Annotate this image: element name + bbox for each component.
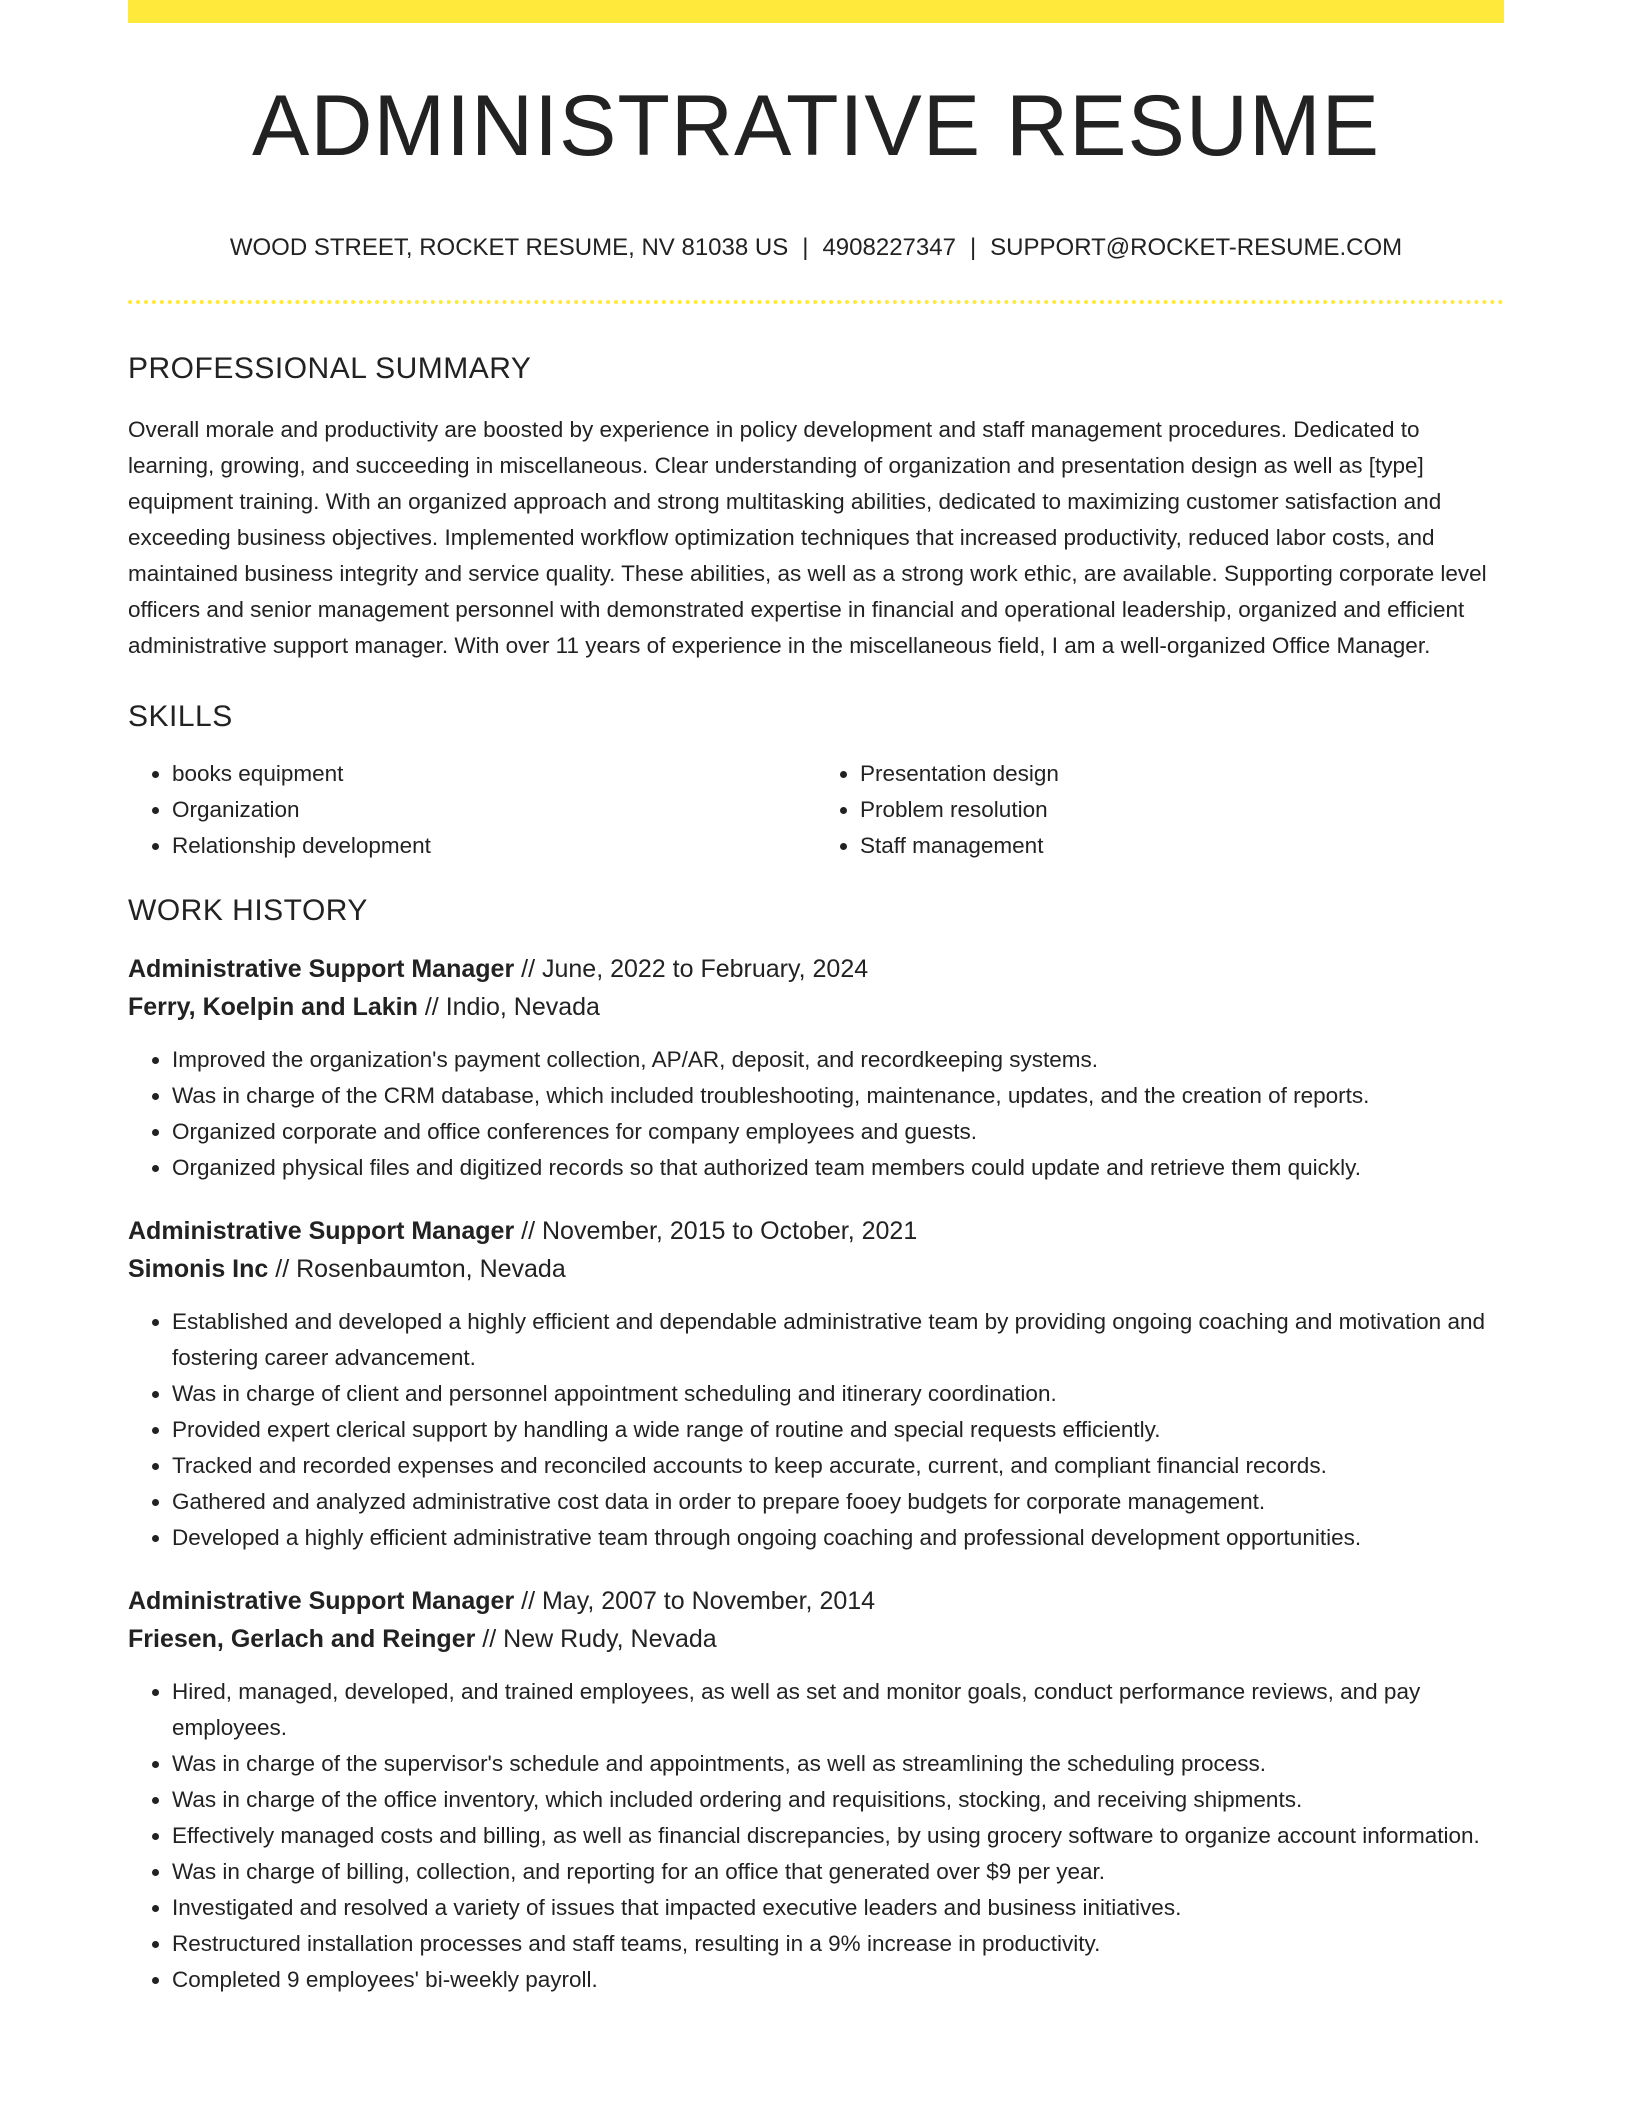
skills-section — [128, 700, 1504, 864]
skills-right-column — [816, 756, 1504, 864]
job-bullet-list — [128, 1674, 1504, 1998]
job-company-line — [128, 1620, 1504, 1658]
job-title-line — [128, 950, 1504, 988]
job-bullet: • Effectively managed costs and billing, as well as financial discrepancies, by using grocery software to organize account information. — [172, 1818, 1504, 1854]
work-history-section — [128, 894, 1504, 1998]
job-bullet: • Was in charge of the CRM database, which included troubleshooting, maintenance, updates, and the creation of reports. — [172, 1078, 1504, 1114]
summary-section — [128, 352, 1504, 664]
job-bullet: • Tracked and recorded expenses and reconciled accounts to keep accurate, current, and compliant financial records. — [172, 1448, 1504, 1484]
job-company: Ferry, Koelpin and Lakin — [128, 993, 418, 1022]
contact-line — [128, 234, 1504, 263]
job-bullet-list — [128, 1304, 1504, 1556]
work-history-heading: WORK HISTORY — [128, 894, 368, 928]
job-location: New Rudy, Nevada — [503, 1625, 717, 1654]
skill-item: • books equipment — [172, 756, 816, 792]
job-divider: // — [521, 1587, 536, 1616]
job-dates: May, 2007 to November, 2014 — [541, 1587, 876, 1616]
job-company: Simonis Inc — [128, 1255, 269, 1284]
job-bullet: • Improved the organization's payment collection, AP/AR, deposit, and recordkeeping systems. — [172, 1042, 1504, 1078]
job-company: Friesen, Gerlach and Reinger — [128, 1625, 476, 1654]
job-entry — [128, 1212, 1504, 1556]
job-bullet: • Organized physical files and digitized records so that authorized team members could update and retrieve them quickly. — [172, 1150, 1504, 1186]
job-bullet: • Was in charge of the supervisor's schedule and appointments, as well as streamlining the scheduling process. — [172, 1746, 1504, 1782]
contact-separator: | — [969, 233, 977, 261]
job-dates: November, 2015 to October, 2021 — [541, 1217, 918, 1246]
job-bullet: • Completed 9 employees' bi-weekly payroll. — [172, 1962, 1504, 1998]
job-bullet: • Established and developed a highly efficient and dependable administrative team by providing ongoing coaching and motivation and fostering career advancement. — [172, 1304, 1504, 1376]
job-bullet: • Investigated and resolved a variety of issues that impacted executive leaders and business initiatives. — [172, 1890, 1504, 1926]
job-bullet: • Was in charge of client and personnel appointment scheduling and itinerary coordination. — [172, 1376, 1504, 1412]
job-dates: June, 2022 to February, 2024 — [541, 955, 869, 984]
job-divider: // — [521, 1217, 536, 1246]
job-title-line — [128, 1582, 1504, 1620]
contact-separator: | — [802, 233, 809, 261]
skill-item: • Relationship development — [172, 828, 816, 864]
job-title-line — [128, 1212, 1504, 1250]
job-bullet: • Provided expert clerical support by handling a wide range of routine and special requests efficiently. — [172, 1412, 1504, 1448]
contact-address: WOOD STREET, ROCKET RESUME, NV 81038 US — [229, 233, 789, 261]
job-company-line — [128, 1250, 1504, 1288]
accent-top-bar — [128, 0, 1504, 23]
job-entry — [128, 950, 1504, 1186]
contact-phone: 4908227347 — [822, 233, 956, 261]
job-bullet: • Was in charge of the office inventory, which included ordering and requisitions, stocking, and receiving shipments. — [172, 1782, 1504, 1818]
job-title: Administrative Support Manager — [128, 1217, 515, 1246]
job-bullet-list — [128, 1042, 1504, 1186]
summary-text: Overall morale and productivity are boosted by experience in policy development and staff management procedures. Dedicated to learning, growing, and succeeding in miscellaneous. Clear understanding of organization and presentation design as well as [type] equipment training. With an organized approach and strong multitasking abilities, dedicated to maximizing customer satisfaction and exceeding business objectives. Implemented workflow optimization techniques that increased productivity, reduced labor costs, and maintained business integrity and service quality. These abilities, as well as a strong work ethic, are available. Supporting corporate level officers and senior management personnel with demonstrated expertise in financial and operational leadership, organized and efficient administrative support manager. With over 11 years of experience in the miscellaneous field, I am a well-organized Office Manager. — [128, 417, 1487, 659]
job-divider: // — [275, 1255, 290, 1284]
job-title: Administrative Support Manager — [128, 955, 515, 984]
summary-heading: PROFESSIONAL SUMMARY — [128, 352, 532, 386]
job-location: Indio, Nevada — [445, 993, 600, 1022]
skills-left-column — [128, 756, 816, 864]
job-bullet: • Organized corporate and office conferences for company employees and guests. — [172, 1114, 1504, 1150]
dotted-divider — [128, 300, 1504, 304]
contact-email[interactable]: SUPPORT@ROCKET-RESUME.COM — [990, 233, 1403, 261]
job-bullet: • Gathered and analyzed administrative cost data in order to prepare fooey budgets for corporate management. — [172, 1484, 1504, 1520]
job-location: Rosenbaumton, Nevada — [296, 1255, 566, 1284]
job-divider: // — [521, 955, 536, 984]
job-company-line — [128, 988, 1504, 1026]
resume-title: ADMINISTRATIVE RESUME — [252, 78, 1380, 174]
skill-item: • Organization — [172, 792, 816, 828]
skill-item: • Staff management — [860, 828, 1504, 864]
job-bullet: • Hired, managed, developed, and trained employees, as well as set and monitor goals, conduct performance reviews, and pay employees. — [172, 1674, 1504, 1746]
job-bullet: • Was in charge of billing, collection, and reporting for an office that generated over $9 per year. — [172, 1854, 1504, 1890]
skills-grid — [128, 756, 1504, 864]
job-bullet: • Developed a highly efficient administrative team through ongoing coaching and professional development opportunities. — [172, 1520, 1504, 1556]
job-divider: // — [424, 993, 439, 1022]
skill-item: • Problem resolution — [860, 792, 1504, 828]
resume-page — [128, 0, 1504, 1998]
job-bullet: • Restructured installation processes and staff teams, resulting in a 9% increase in productivity. — [172, 1926, 1504, 1962]
skill-item: • Presentation design — [860, 756, 1504, 792]
job-entry — [128, 1582, 1504, 1998]
job-title: Administrative Support Manager — [128, 1587, 515, 1616]
job-divider: // — [482, 1625, 497, 1654]
skills-heading: SKILLS — [128, 700, 233, 734]
